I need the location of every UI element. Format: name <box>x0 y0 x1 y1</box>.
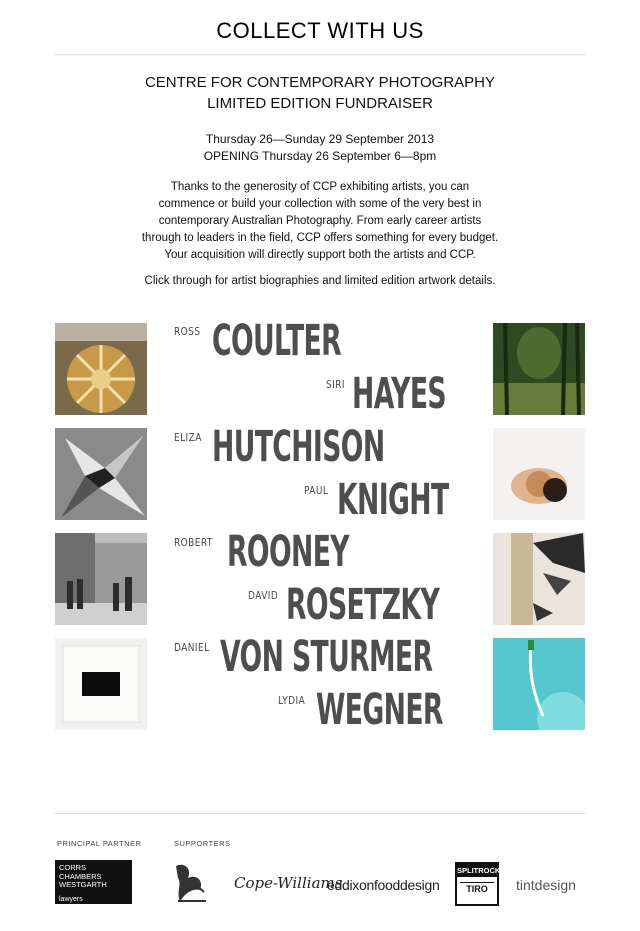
artist-first-name: LYDIA <box>278 694 306 707</box>
artist-first-name: PAUL <box>304 484 329 497</box>
divider <box>55 54 585 55</box>
artwork-hutchison-image <box>55 428 147 520</box>
artist-first-name: DAVID <box>248 589 279 602</box>
artist-last-name: COULTER <box>212 316 342 366</box>
tiro-label: TIRO <box>460 882 494 894</box>
event-dates: Thursday 26—Sunday 29 September 2013 <box>205 132 435 146</box>
principal-partner-label: PRINCIPAL PARTNER <box>57 839 142 848</box>
artwork-thumb-knight[interactable] <box>493 428 585 520</box>
artwork-thumb-coulter[interactable] <box>55 323 147 415</box>
artwork-coulter-image <box>55 323 147 415</box>
intro-line: Thanks to the generosity of CCP exhibiting artists, you can <box>170 181 470 193</box>
supporters-label: SUPPORTERS <box>174 839 231 848</box>
intro-line: contemporary Australian Photography. From early career artists <box>158 215 482 227</box>
artwork-wegner-image <box>493 638 585 730</box>
call-to-action: Click through for artist biographies and limited edition artwork details. <box>144 275 496 287</box>
artist-last-name: ROONEY <box>227 527 349 577</box>
intro-line: through to leaders in the field, CCP offers something for every budget. <box>141 232 499 244</box>
artist-first-name: ROSS <box>174 325 201 338</box>
corrs-line: WESTGARTH <box>59 880 107 889</box>
subtitle-line-2: LIMITED EDITION FUNDRAISER <box>207 95 433 112</box>
splitrock-label: SPLITROCK <box>457 866 501 875</box>
artwork-knight-image <box>493 428 585 520</box>
intro-line: commence or build your collection with some of the very best in <box>158 198 482 210</box>
artist-last-name: HAYES <box>352 369 447 419</box>
artist-last-name: HUTCHISON <box>212 422 385 472</box>
page-title: COLLECT WITH US <box>216 18 424 43</box>
artist-first-name: SIRI <box>326 378 345 391</box>
artist-first-name: DANIEL <box>174 641 210 654</box>
artwork-thumb-hayes[interactable] <box>493 323 585 415</box>
artist-last-name: VON STURMER <box>220 632 433 682</box>
ed-dixon-food-design-logo[interactable]: eddixonfooddesign <box>327 877 440 893</box>
corrs-line: CHAMBERS <box>59 871 102 881</box>
artist-first-name: ROBERT <box>174 536 213 549</box>
artist-first-name: ELIZA <box>174 431 202 444</box>
artist-last-name: ROSETZKY <box>286 580 440 630</box>
splitrock-tiro-logo[interactable] <box>455 862 499 906</box>
artwork-thumb-von-sturmer[interactable] <box>55 638 147 730</box>
artwork-thumb-wegner[interactable] <box>493 638 585 730</box>
bird-emblem-icon <box>170 858 214 906</box>
intro-line: Your acquisition will directly support both the artists and CCP. <box>164 249 476 261</box>
corrs-lawyers: lawyers <box>59 895 83 903</box>
intro-text <box>110 179 530 264</box>
calendar-sponsor-logo[interactable] <box>170 858 214 906</box>
artwork-thumb-hutchison[interactable] <box>55 428 147 520</box>
artwork-hayes-image <box>493 323 585 415</box>
subtitle-line-1: CENTRE FOR CONTEMPORARY PHOTOGRAPHY <box>144 74 496 91</box>
footer-divider <box>55 813 585 814</box>
artwork-rooney-image <box>55 533 147 625</box>
corrs-chambers-westgarth-logo[interactable] <box>55 860 132 904</box>
artist-last-name: KNIGHT <box>337 475 449 525</box>
event-opening: OPENING Thursday 26 September 6—8pm <box>203 149 437 163</box>
artist-last-name: WEGNER <box>316 685 443 735</box>
artwork-thumb-rosetzky[interactable] <box>493 533 585 625</box>
corrs-line: CORRS <box>59 863 87 872</box>
artwork-thumb-rooney[interactable] <box>55 533 147 625</box>
artwork-von-sturmer-image <box>55 638 147 730</box>
artwork-rosetzky-image <box>493 533 585 625</box>
tint-design-logo[interactable]: tintdesign <box>516 877 576 893</box>
cope-williams-logo[interactable]: Cope-Williams <box>234 874 343 892</box>
